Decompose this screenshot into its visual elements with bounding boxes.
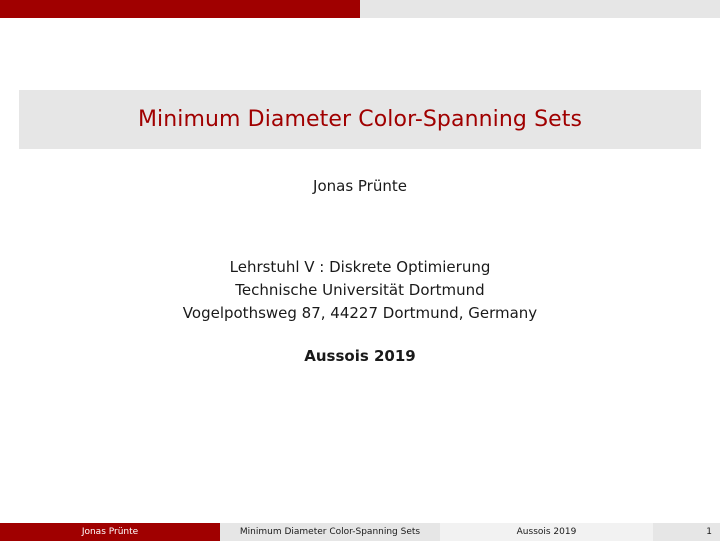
author-name: Jonas Prünte <box>313 177 407 195</box>
footer-author: Jonas Prünte <box>0 523 220 541</box>
top-navigation-bar <box>0 0 720 18</box>
affiliation-line-address: Vogelpothsweg 87, 44227 Dortmund, Germany <box>182 304 538 322</box>
footer-event: Aussois 2019 <box>440 523 653 541</box>
event-name: Aussois 2019 <box>304 347 416 365</box>
title-block <box>19 90 701 149</box>
affiliation-line-chair: Lehrstuhl V : Diskrete Optimierung <box>229 258 491 276</box>
top-bar-accent-segment <box>0 0 360 18</box>
footer-page-number: 1 <box>653 523 720 541</box>
affiliation-line-university: Technische Universität Dortmund <box>235 281 485 299</box>
affiliation-block <box>0 256 720 325</box>
footer-bar <box>0 523 720 541</box>
slide-title: Minimum Diameter Color-Spanning Sets <box>137 107 583 132</box>
footer-title: Minimum Diameter Color-Spanning Sets <box>220 523 440 541</box>
top-bar-light-segment <box>360 0 720 18</box>
